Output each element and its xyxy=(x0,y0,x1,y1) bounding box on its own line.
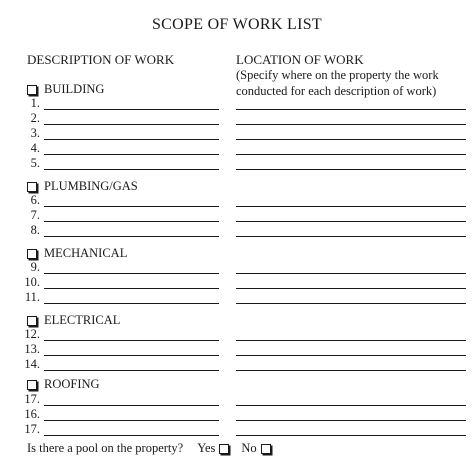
item-number: 14. xyxy=(24,357,40,371)
location-line[interactable] xyxy=(236,370,466,371)
checkbox-icon[interactable] xyxy=(219,444,229,454)
pool-yes-option[interactable] xyxy=(197,441,229,456)
section-label: ROOFING xyxy=(44,377,100,391)
section-label: BUILDING xyxy=(44,82,105,96)
checkbox-icon[interactable] xyxy=(27,316,37,326)
pool-no-option[interactable] xyxy=(241,441,270,456)
description-line[interactable] xyxy=(44,169,219,170)
description-line[interactable] xyxy=(44,303,219,304)
description-line[interactable] xyxy=(44,139,219,140)
section-plumbing-gas xyxy=(27,179,138,194)
form-title: SCOPE OF WORK LIST xyxy=(151,16,323,33)
item-number: 9. xyxy=(30,260,40,274)
pool-question-row xyxy=(27,441,283,456)
item-number: 16. xyxy=(24,407,40,421)
section-label: ELECTRICAL xyxy=(44,313,121,327)
item-number: 6. xyxy=(30,193,40,207)
location-line[interactable] xyxy=(236,355,466,356)
location-header: LOCATION OF WORK xyxy=(236,52,364,67)
item-number: 12. xyxy=(24,327,40,341)
description-line[interactable] xyxy=(44,355,219,356)
location-line[interactable] xyxy=(236,340,466,341)
description-line[interactable] xyxy=(44,221,219,222)
item-number: 17. xyxy=(24,422,40,436)
description-header: DESCRIPTION OF WORK xyxy=(27,52,175,67)
item-number: 3. xyxy=(30,126,40,140)
description-line[interactable] xyxy=(44,370,219,371)
section-electrical xyxy=(27,313,120,328)
location-line[interactable] xyxy=(236,303,466,304)
description-line[interactable] xyxy=(44,435,219,436)
item-number: 1. xyxy=(30,96,40,110)
item-number: 8. xyxy=(30,223,40,237)
location-line[interactable] xyxy=(236,221,466,222)
location-line[interactable] xyxy=(236,435,466,436)
location-line[interactable] xyxy=(236,124,466,125)
item-number: 2. xyxy=(30,111,40,125)
location-line[interactable] xyxy=(236,139,466,140)
description-line[interactable] xyxy=(44,420,219,421)
location-line[interactable] xyxy=(236,169,466,170)
item-number: 4. xyxy=(30,141,40,155)
item-number: 5. xyxy=(30,156,40,170)
checkbox-icon[interactable] xyxy=(27,182,37,192)
description-line[interactable] xyxy=(44,405,219,406)
location-line[interactable] xyxy=(236,405,466,406)
location-line[interactable] xyxy=(236,236,466,237)
description-line[interactable] xyxy=(44,206,219,207)
section-label: MECHANICAL xyxy=(44,246,128,260)
checkbox-icon[interactable] xyxy=(27,380,37,390)
section-roofing xyxy=(27,377,100,392)
section-label: PLUMBING/GAS xyxy=(44,179,138,193)
location-note: (Specify where on the property the work conducted for each description of work) xyxy=(236,68,439,98)
description-line[interactable] xyxy=(44,288,219,289)
section-building xyxy=(27,82,104,97)
item-number: 11. xyxy=(24,290,40,304)
location-line[interactable] xyxy=(236,288,466,289)
checkbox-icon[interactable] xyxy=(27,85,37,95)
description-line[interactable] xyxy=(44,124,219,125)
checkbox-icon[interactable] xyxy=(261,444,271,454)
section-mechanical xyxy=(27,246,127,261)
item-number: 17. xyxy=(24,392,40,406)
location-line[interactable] xyxy=(236,109,466,110)
description-line[interactable] xyxy=(44,109,219,110)
checkbox-icon[interactable] xyxy=(27,249,37,259)
description-line[interactable] xyxy=(44,340,219,341)
description-line[interactable] xyxy=(44,236,219,237)
description-line[interactable] xyxy=(44,154,219,155)
pool-yes-label: Yes xyxy=(197,441,216,455)
item-number: 10. xyxy=(24,275,40,289)
pool-no-label: No xyxy=(241,441,257,455)
location-line[interactable] xyxy=(236,420,466,421)
item-number: 7. xyxy=(30,208,40,222)
location-line[interactable] xyxy=(236,273,466,274)
description-line[interactable] xyxy=(44,273,219,274)
item-number: 13. xyxy=(24,342,40,356)
location-line[interactable] xyxy=(236,206,466,207)
pool-question: Is there a pool on the property? xyxy=(27,441,184,455)
location-line[interactable] xyxy=(236,154,466,155)
